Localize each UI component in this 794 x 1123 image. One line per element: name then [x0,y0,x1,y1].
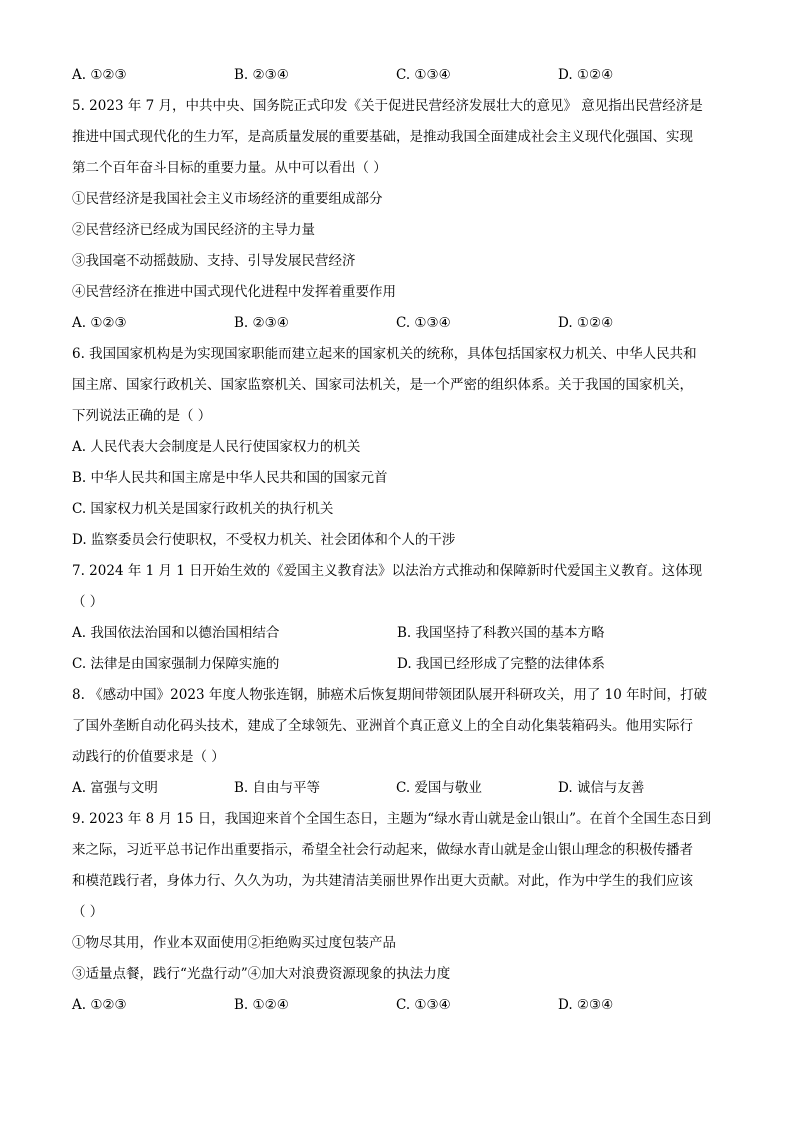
option-d[interactable]: D. 监察委员会行使职权，不受权力机关、社会团体和个人的干涉 [72,532,456,548]
question-7-stem-line: 7. 2024 年 1 月 1 日开始生效的《爱国主义教育法》以法治方式推动和保障新时代爱国主义教育。这体现 [72,563,703,579]
question-5-item: ②民营经济已经成为国民经济的主导力量 [72,222,315,238]
question-5-stem-line: 第二个百年奋斗目标的重要力量。从中可以看出（ ） [72,160,387,176]
option-b[interactable]: B. 自由与平等 [234,780,321,796]
question-9-stem-line: （ ） [72,904,104,920]
option-b[interactable]: B. ②③④ [234,67,289,83]
question-9 [72,808,722,1025]
option-d[interactable]: D. 我国已经形成了完整的法律体系 [397,656,605,672]
question-5-item: ①民营经济是我国社会主义市场经济的重要组成部分 [72,191,383,207]
question-9-stem-line: 9. 2023 年 8 月 15 日，我国迎来首个全国生态日，主题为“绿水青山就是金山银山”。在首个全国生态日到 [72,811,712,827]
question-6-stem-line: 国主席、国家行政机关、国家监察机关、国家司法机关，是一个严密的组织体系。关于我国的国家机关， [72,377,693,393]
option-c[interactable]: C. 爱国与敬业 [396,780,482,796]
question-5-stem-line: 推进中国式现代化的生力军，是高质量发展的重要基础，是推动我国全面建成社会主义现代化强国、实现 [72,129,693,145]
option-d[interactable]: D. ①②④ [558,315,614,331]
option-c[interactable]: C. ①③④ [396,997,451,1013]
question-9-stem-line: 来之际，习近平总书记作出重要指示，希望全社会行动起来，做绿水青山就是金山银山理念的积极传播者 [72,842,693,858]
question-5-stem-line: 5. 2023 年 7 月，中共中央、国务院正式印发《关于促进民营经济发展壮大的意见》 意见指出民营经济是 [72,98,703,114]
question-5 [72,95,722,343]
option-d[interactable]: D. 诚信与友善 [558,780,645,796]
option-c[interactable]: C. 法律是由国家强制力保障实施的 [72,656,280,672]
option-c[interactable]: C. 国家权力机关是国家行政机关的执行机关 [72,501,334,517]
question-9-options [72,994,722,1025]
question-8-options [72,777,722,808]
option-d[interactable]: D. ①②④ [558,67,614,83]
question-9-item: ①物尽其用，作业本双面使用②拒绝购买过度包装产品 [72,935,396,951]
question-8 [72,684,722,808]
question-6-stem-line: 下列说法正确的是（ ） [72,408,212,424]
question-7-options-row [72,653,722,684]
exam-page [72,64,722,1025]
option-b[interactable]: B. ②③④ [234,315,289,331]
question-7 [72,560,722,684]
question-9-stem-line: 和模范践行者，身体力行、久久为功，为共建清洁美丽世界作出更大贡献。对此，作为中学生的我们应该 [72,873,693,889]
question-5-item: ④民营经济在推进中国式现代化进程中发挥着重要作用 [72,284,396,300]
option-a[interactable]: A. 富强与文明 [72,780,158,796]
option-a[interactable]: A. ①②③ [72,67,127,83]
question-8-stem-line: 了国外垄断自动化码头技术，建成了全球领先、亚洲首个真正意义上的全自动化集装箱码头。他用实际行 [72,718,693,734]
question-5-options [72,312,722,343]
option-d[interactable]: D. ②③④ [558,997,614,1013]
question-6-stem-line: 6. 我国国家机构是为实现国家职能而建立起来的国家机关的统称，具体包括国家权力机关、中华人民共和 [72,346,697,362]
question-5-item: ③我国毫不动摇鼓励、支持、引导发展民营经济 [72,253,356,269]
question-7-stem-line: （ ） [72,594,104,610]
option-b[interactable]: B. 我国坚持了科教兴国的基本方略 [397,625,605,641]
question-9-item: ③适量点餐，践行“光盘行动”④加大对浪费资源现象的执法力度 [72,966,451,982]
option-c[interactable]: C. ①③④ [396,315,451,331]
option-b[interactable]: B. 中华人民共和国主席是中华人民共和国的国家元首 [72,470,388,486]
option-a[interactable]: A. 我国依法治国和以德治国相结合 [72,625,280,641]
question-8-stem-line: 8. 《感动中国》2023 年度人物张连钢，肺癌术后恢复期间带领团队展开科研攻关，用了 10 年时间，打破 [72,687,708,703]
prev-question-options [72,64,722,95]
question-7-options-row [72,622,722,653]
question-6 [72,343,722,560]
option-a[interactable]: A. ①②③ [72,315,127,331]
option-b[interactable]: B. ①②④ [234,997,289,1013]
question-8-stem-line: 动践行的价值要求是（ ） [72,749,225,765]
option-a[interactable]: A. ①②③ [72,997,127,1013]
option-c[interactable]: C. ①③④ [396,67,451,83]
option-a[interactable]: A. 人民代表大会制度是人民行使国家权力的机关 [72,439,361,455]
